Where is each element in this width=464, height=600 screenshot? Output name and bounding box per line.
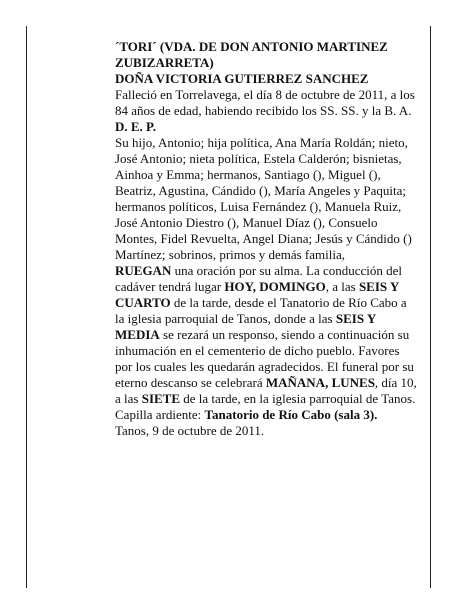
funeral-day: HOY, DOMINGO: [224, 279, 326, 294]
funeral-text-2: , a las: [325, 279, 359, 294]
funeral-text-5: , día 10, a las: [115, 375, 417, 406]
funeral-arrangements: [115, 263, 417, 423]
ruegan-label: RUEGAN: [115, 263, 172, 278]
left-border-rule: [26, 26, 27, 588]
rest-in-peace: D. E. P.: [115, 119, 157, 134]
funeral-text-3: de la tarde, desde el Tanatorio de Río Cabo a la iglesia parroquial de Tanos, donde a las: [115, 295, 407, 326]
death-details: Falleció en Torrelavega, el día 8 de octubre de 2011, a los 84 años de edad, habiendo recibido los SS. SS. y la B. A.: [115, 87, 415, 118]
obituary-title: ´TORI´ (VDA. DE DON ANTONIO MARTINEZ ZUBIZARRETA): [115, 39, 388, 70]
mass-time: SIETE: [141, 391, 181, 406]
funeral-text-1: una oración por su alma. La conducción del cadáver tendrá lugar: [115, 263, 403, 294]
deceased-name: DOÑA VICTORIA GUTIERREZ SANCHEZ: [115, 71, 369, 86]
right-border-rule: [430, 26, 431, 588]
mass-day: MAÑANA, LUNES: [265, 375, 375, 390]
conduction-time: SEIS Y CUARTO: [115, 279, 399, 310]
chapel-location: Tanatorio de Río Cabo (sala 3).: [204, 407, 378, 422]
place-date: Tanos, 9 de octubre de 2011.: [115, 423, 265, 438]
family-list: Su hijo, Antonio; hija política, Ana María Roldán; nieto, José Antonio; nieta política, Estela Calderón; bisnietas, Ainhoa y Emma; hermanos, Santiago (), Miguel (), Beatriz, Agustina, Cándido (), María Angeles y Paquita; hermanos políticos, Luisa Fernández (), Manuela Ruiz, José Antonio Diestro (), Manuel Díaz (), Consuelo Montes, Fidel Revuelta, Angel Diana; Jesús y Cándido () Martínez; sobrinos, primos y demás familia,: [115, 135, 412, 262]
obituary-text: [115, 39, 417, 439]
funeral-text-6: de la tarde, en la iglesia parroquial de Tanos. Capilla ardiente:: [115, 391, 416, 422]
funeral-text-4: se rezará un responso, siendo a continuación su inhumación en el cementerio de dicho pueblo. Favores por los cuales les quedarán agradecidos. El funeral por su eterno descanso se celebrará: [115, 327, 414, 390]
responso-time: SEIS Y MEDIA: [115, 311, 376, 342]
